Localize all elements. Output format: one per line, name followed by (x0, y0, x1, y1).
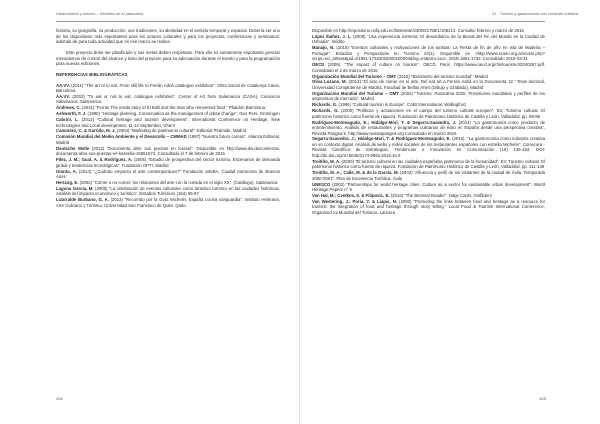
reference-author: Oliva Lozano, M. (312, 79, 347, 85)
reference-entry (56, 146, 280, 157)
reference-author: Fdez, J. M.; Gual, A. & Rodríguez, A. (56, 157, 133, 163)
reference-text: (2005) “La celebración de eventos culturales como atractivo turístico en las ciudades históricas. Análisis del impacto económico y turístico”. Estudios Turísticos (164) 65-97 (56, 185, 281, 197)
reference-author: Segarra-Saavedra, J.; Hidalgo-Mari, T. & Rodríguez-Monteagudo, E. (312, 136, 451, 142)
reference-text: (2014) “¿Cuándo empieza el arte contemporáneo?” Fundación arteBA, Ciudad Autónoma de Buenos Aires (56, 168, 280, 180)
reference-text: (2000) “Promoting the links between food and heritage as a resource for tourism: the integration of food and heritage through story telling.” Local Food & Tourism International Conference, Organized Ioi Mundial del Turismo, Larnaca (312, 198, 546, 215)
reference-author: Ashworth, F. J. (56, 111, 87, 117)
reference-author: Richards, G. (312, 108, 339, 114)
reference-author: López Ibáñez, J. L. (312, 33, 352, 39)
reference-text: (2004) “Marketing de patrimonio cultural”. Editorial Pirámide, Madrid (115, 128, 247, 134)
reference-text: (2000) “Políticas y actuaciones en el campo del turismo cultural europeo”. En: Turismo cultural. El patrimonio histórico como fuente de riqueza. Fundación de Patrimonio Histórico de Castilla y León, Valladolid, pp. 69-96 (312, 108, 546, 119)
reference-entry (312, 170, 545, 181)
reference-author: Rodríguez-Monteagudo, E.; Hidalgo-Mori, T. & Segarra-Saavedra, J. (312, 119, 457, 125)
reference-author: Organización Mundial del Turismo – OMT (312, 73, 397, 79)
reference-text: (2011) “The art of to eat. From still life to Ferrán Adrià catalogue exhibition”. Obra Social de Catalunya Caixa, Barcelona (56, 82, 280, 93)
reference-author: Lizarralde Burbano, G. A. (56, 197, 109, 203)
reference-text: (2008) “Una experiencia extrema: El desembarco de la Bienal del Fin del Mundo en la Ciudad de Ushuaia”. Inédito. (312, 33, 545, 45)
reference-entry (56, 157, 280, 168)
reference-author: Troitiño, M. A.; Calle, M. & de la García, M. (312, 170, 399, 176)
left-page-content (56, 28, 280, 209)
reference-text: (2005) “Estudio de prospectiva del sector turismo. Escenarios de demanda global y tendencias tecnológicas”. Fundación OPTI, Madrid (56, 157, 281, 168)
reference-author: AA.VV. (56, 82, 70, 88)
reference-author: Organización Mundial del Turismo – OMT (312, 90, 399, 96)
left-page (0, 0, 290, 424)
reference-author: Laguna García, M. (56, 185, 94, 191)
reference-author: Troitiño, M. A. (312, 158, 341, 164)
page-number-left: 406 (56, 396, 63, 401)
reference-entry (56, 186, 280, 197)
reference-text: (2014) “La gastronomía como producto de entretenimiento. Análisis de restaurantes y programas culinarios de éxito en España desde una perspectiva creativa”. Revista Pangea 5. http://www.revistapangea.org Consultado en marzo 2016 (312, 119, 546, 136)
reference-entry (56, 111, 280, 117)
page-number-right: 405 (539, 396, 546, 401)
reference-author: Deutsche Welle (56, 145, 90, 151)
reference-text: (1990) “Heritage planning. Conservation as the management of urban change”. Geo Pers, Groningen (86, 111, 280, 117)
reference-entry (312, 74, 545, 80)
reference-entry (312, 159, 545, 170)
reference-list-right (312, 28, 545, 215)
reference-text: (2013) “Recorrido por la Guía Michelin, España cocina vanguardia”. Instituto Heleraria, Arte Culinario y Turismo, Universidad San Francisco de Quito. Quito. (56, 197, 280, 208)
reference-entry (312, 79, 545, 90)
reference-text: (2013) “El acto de comer en el arte. Del eat art a Ferran Adrià en la Documenta 12.” Tesis doctoral, Universidad Complutense de Madrid, Facultad de Bellas Artes (Dibujo y Grabado), Madrid (312, 79, 545, 90)
reference-text: (2015) “Barómetro del turismo mundial”. Madrid (396, 73, 488, 79)
reference-entry (312, 91, 545, 102)
reference-author: Cabrini, L. (56, 117, 79, 123)
reference-entry (312, 28, 545, 34)
reference-entry (56, 128, 280, 134)
reference-entry (312, 120, 545, 137)
reference-text: (2002) “Afluencia y perfil de los visitantes de la ciudad de Ávila. Temporada 2000-2001”. Plan de Excelencia Turística, Ávila (312, 170, 545, 181)
reference-author: Comisión Mundial del Medio Ambiente y el Desarrollo – CMMAD (56, 134, 187, 140)
reference-entry (312, 62, 545, 73)
reference-author: OECD (312, 62, 325, 68)
reference-entry (56, 94, 280, 105)
reference-entry (312, 102, 545, 108)
reference-text: (2016) “The Biennial Reader”. Hatje Cantz, Ostfildern (389, 192, 492, 198)
reference-entry (56, 180, 280, 186)
reference-text: (2009). “The impact of culture on tourism”. OECD, Paris. https://www.oecd.org/cfe/tourism/42040287.pdf. Consultado el 2 de marzo de 2016 (312, 62, 545, 73)
running-head-left: Gastronomía y turismo – Destinos en el panorama (56, 12, 144, 16)
right-page-content (312, 28, 545, 216)
reference-entry (56, 83, 280, 94)
header-rule-left (56, 21, 280, 22)
reference-text: (2012) “Cultural heritage and tourism development”. International Conference on Heritage, New technologies and Local development, 11-13 September, Ghent (56, 117, 280, 128)
reference-entry (56, 134, 280, 145)
reference-entry (312, 108, 545, 119)
reference-author: Manajo, N. (312, 45, 335, 51)
reference-text: (1996) “Cultural tourism in Europe”. CABI International, Wallingford (337, 102, 466, 108)
reference-entry (312, 136, 545, 158)
reference-entry (56, 169, 280, 180)
reference-text: (2016). “La gastronomía como industria creativa en un contexto digital. Análisis de webs y redes sociales de los restaurantes españoles con estrella Michelín”. Comunica - Revista Científica de Estrategias, Tendencias e Innovación en Comunicación (10) 135-154. DOI: http://dx.doi.org/10.6035/2174-0992.2016.10.9 (312, 136, 546, 158)
reference-entry (56, 117, 280, 128)
section-title: REFERENCIAS BIBLIOGRÁFICAS (56, 72, 128, 77)
reference-text: (2002) “Turismo: Panorama 2020. Previsiones mundiales y perfiles de los segmentos de mercado”. Madrid (312, 90, 545, 102)
reference-author: Hertzog, E. (56, 179, 79, 185)
reference-entry (312, 199, 545, 216)
right-page (300, 0, 590, 424)
reference-text: (2000) “El turismo cultural en las ciudades españolas patrimonio de la humanidad”. En: Turismo cultural. El patrimonio histórico como fuente de riqueza. Fundación de Patrimonio Histórico de Castilla y León, Valladolid, pp. 111-138 (312, 158, 545, 170)
reference-author: AA.VV. (56, 93, 70, 99)
header-rule-right (312, 21, 545, 22)
reference-text: (2002) “Partnerships for world heritage cities. Culture as a vector for sustainable urban development”. World Heritage Papers n° 9 (312, 181, 545, 193)
reference-author: Van Hal, M.; Cvetkov, S. & Filipovic, E. (312, 192, 390, 198)
reference-entry (312, 193, 545, 199)
reference-list-left (56, 83, 280, 209)
intro-paragraph-1: historia, su geografía, su producción, sus tradiciones, su identidad en el sentido temporal y espacial. Debería ser uno de los dispositivos más importantes para los actores culturales y para los proyectos, conferencias y seminarios; además de para toda actividad que en ese marco se realice. (56, 28, 280, 44)
reference-entry (312, 45, 545, 62)
reference-text: (2015) “Eventos culturales y motivaciones de los turistas: La Fiesta de fin de año en Isla de Madeira – Portugal”. Estudios y Perspectivas en Turismo 24(1). Disponible en <http://www.scielo.org.ar/scielo.php?script=sci_arttext&pid=S1851-17322015000100003&lng=es&nrm=iso>. ISSN 1851-1732. Consultado 2016-03-21 (312, 45, 545, 62)
reference-author: Richards, G. (312, 102, 338, 108)
reference-author: Giunta, A. (56, 168, 77, 174)
intro-paragraph-2: Este proyecto debe ser planificado y sus metas deben respetarse. Para ello es sumamente importante generar mecanismos de control del alcance y éxito del proyecto para su adecuación durante el evento y para la programación para nuevas ediciones. (56, 50, 280, 66)
reference-text: (2002) “To eat or not to eat, catalogue exhibition”. Center of Art from Salamanca (CASA), Consorcio Salamanca, Salamanca (56, 93, 280, 105)
reference-entry (56, 197, 280, 208)
reference-entry (56, 105, 280, 111)
reference-entry (312, 34, 545, 45)
reference-author: Camarero, C. & Garrido, M. J. (56, 128, 116, 134)
running-head-right: 21 - Turismo y gastronomía con vocación creativa (491, 12, 578, 16)
reference-text: (2012) “Documenta abre sus puertas en Kassel”. Disponible en http://www.dw.de/comienza-documenta-abre-sus-puertas-en-kassel/a-16061574. Consultado el 7 de febrero de 2016 (56, 145, 280, 157)
reference-author: Andrews, C. (56, 105, 81, 111)
reference-text: Disponible en http://repositorio.usfq.edu.ec/bitstream/23000/1758/1/106414. Consulta: febrero y marzo de 2016 (312, 28, 524, 33)
reference-text: (2011) “Ferran The inside story of El Bulli and the man who reinvented food.” Phaidon Barcelona (80, 105, 266, 111)
reference-text: (1987) “Nuestro futuro común”. Alianza Editorial, Madrid (56, 134, 280, 145)
reference-entry (312, 182, 545, 193)
reference-author: UNESCO (312, 181, 331, 187)
reference-text: (2002) “Comer o no comer: los relaciones del arte con la comida en el siglo XX”. (Catálogo). Salamanca (78, 179, 278, 185)
reference-author: Van Westering, J.; Poria, Y. & Liapis, N. (312, 198, 398, 204)
